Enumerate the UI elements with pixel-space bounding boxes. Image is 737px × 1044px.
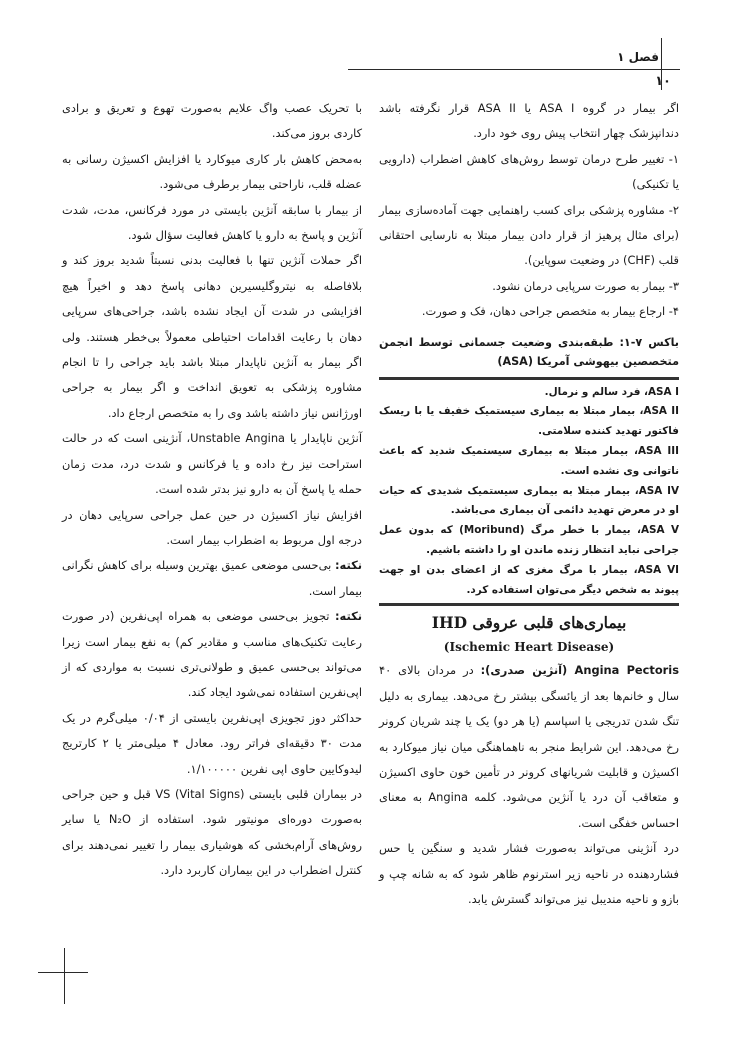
left-column xyxy=(62,96,362,884)
footer-rule xyxy=(38,972,88,973)
header-rule xyxy=(348,69,680,70)
note-label: نکته: xyxy=(334,609,362,624)
asa-item: ASA III، بیمار مبتلا به بیماری سیستمیک شدید که باعث ناتوانی وی نشده است. xyxy=(379,445,679,477)
note-text: بی‌حسی موضعی عمیق بهترین وسیله برای کاهش نگرانی بیمار است. xyxy=(62,558,362,598)
paragraph: با تحریک عصب واگ علایم به‌صورت تهوع و تعریق و برادی کاردی بروز می‌کند. xyxy=(62,101,362,141)
pain-paragraph: درد آنژینی می‌تواند به‌صورت فشار شدید و سنگین یا حس فشاردهنده در ناحیه زیر استرنوم ظاهر شود که به شانه چپ و بازو و ناحیه مندیبل نیز می‌تواند گسترش یابد. xyxy=(379,841,679,907)
asa-item: ASA VI، بیمار با مرگ مغزی که از اعضای بدن او جهت پیوند به شخص دیگر می‌توان استفاده کرد. xyxy=(379,563,680,596)
page-number: ۱۰ xyxy=(655,74,671,89)
paragraph: افزایش نیاز اکسیژن در حین عمل جراحی سرپایی دهان در درجه اول مربوط به اضطراب بیمار است. xyxy=(62,507,362,547)
paragraph: حداکثر دوز تجویزی اپی‌نفرین بایستی از ۰/۰۴ میلی‌گرم در یک مدت ۳۰ دقیقه‌ای فراتر رود. معادل ۴ میلی‌متر یا ۲ کارتریج لیدوکایین حاوی اپی نفرین ۱/۱۰۰۰۰۰. xyxy=(62,710,362,776)
asa-classification-box xyxy=(379,377,679,607)
asa-item: ASA I، فرد سالم و نرمال. xyxy=(544,385,679,398)
option-item: ۳- بیمار به صورت سرپایی درمان نشود. xyxy=(492,278,679,293)
chapter-label: فصل ۱ xyxy=(617,50,659,64)
option-item: ۴- ارجاع بیمار به متخصص جراحی دهان، فک و صورت. xyxy=(421,304,679,319)
note-paragraph xyxy=(62,604,362,706)
angina-text: در مردان بالای ۴۰ سال و خانم‌ها بعد از یائسگی بیشتر رخ می‌دهد. بیماری به دلیل تنگ شدن تدریجی یا اسپاسم (یا هر دو) یک یا چند شریان کرونر رخ می‌دهد. این شرایط منجر به ناهماهنگی میان نیاز میوکارد به اکسیژن و قابلیت شریانهای کرونر در تأمین خون حاوی اکسیژن و متعاقب آن درد یا آنژین می‌شود. کلمه Angina به معنای احساس خفگی است. xyxy=(379,663,679,830)
paragraph: آنژین ناپایدار یا Unstable Angina، آنژینی است که در حالت استراحت نیز رخ داده و یا فرکانس و شدت درد، مدت زمان حمله یا پاسخ آن به دارو نیز بدتر شده است. xyxy=(62,431,363,497)
note-text: تجویز بی‌حسی موضعی به همراه اپی‌نفرین (در صورت رعایت تکنیک‌های مناسب و مقادیر کم) به نفع بیمار است زیرا می‌تواند بی‌حسی عمیق و طولانی‌تری نسبت به مواردی که از اپی‌نفرین استفاده نمی‌شود ایجاد کند. xyxy=(62,609,362,700)
option-item: ۱- تغییر طرح درمان توسط روش‌های کاهش اضطراب (دارویی یا تکنیکی) xyxy=(379,151,679,192)
footer-divider xyxy=(64,948,65,1004)
option-item: ۲- مشاوره پزشکی برای کسب راهنمایی جهت آماده‌سازی بیمار (برای مثال پرهیز از قرار دادن بیمار مبتلا به نارسایی احتقانی قلب (CHF) در وضعیت سوپاین). xyxy=(379,202,679,268)
note-label: نکته: xyxy=(334,558,362,573)
paragraph: در بیماران قلبی بایستی VS (Vital Signs) قبل و حین جراحی به‌صورت دوره‌ای مونیتور شود. استفاده از N₂O یا سایر روش‌های آرام‌بخشی که هوشیاری بیمار را تغییر نمی‌دهند برای کنترل اضطراب در این بیماران کاربرد دارد. xyxy=(62,786,362,878)
section-subtitle: (Ischemic Heart Disease) xyxy=(443,640,615,655)
section-title: بیماری‌های قلبی عروقی IHD xyxy=(431,613,627,633)
note-paragraph xyxy=(62,553,362,604)
angina-paragraph xyxy=(379,658,679,836)
paragraph: از بیمار با سابقه آنژین بایستی در مورد فرکانس، مدت، شدت آنژین و پاسخ به دارو یا کاهش فعالیت سؤال شود. xyxy=(62,202,362,243)
asa-item: ASA II، بیمار مبتلا به بیماری سیستمیک خفیف یا با ریسک فاکتور تهدید کننده سلامتی. xyxy=(379,405,679,438)
paragraph: اگر حملات آنژین تنها با فعالیت بدنی نسبتاً شدید بروز کند و بلافاصله به نیتروگلیسیرین دهانی پاسخ دهد و اخیراً هیچ افزایشی در شدت آن ایجاد نشده باشد، جراحی‌های سرپایی دهان با رعایت اقدامات احتیاطی معمولاً بی‌خطر هستند. ولی اگر بیمار به آنژین ناپایدار مبتلا باشد باید جراحی را تا انجام مشاوره پزشکی به تعویق انداخت و اگر بیمار به جراحی اورژانس نیاز داشته باشد وی را به متخصص ارجاع داد. xyxy=(62,253,362,420)
right-column xyxy=(379,96,679,912)
intro-paragraph: اگر بیمار در گروه ASA I یا ASA II قرار نگرفته باشد دندانپزشک چهار انتخاب پیش روی خود دارد. xyxy=(379,101,679,141)
asa-item: ASA V، بیمار با خطر مرگ (Moribund) که بدون عمل جراحی نباید انتظار زنده ماندن او را داشته باشیم. xyxy=(379,524,679,557)
angina-heading: Angina Pectoris (آنژین صدری): xyxy=(480,663,679,678)
asa-item: ASA IV، بیمار مبتلا به بیماری سیستمیک شدیدی که حیات او در معرض تهدید دائمی آن بیماری می‌باشد. xyxy=(379,484,680,517)
box-title: باکس ۷-۱: طبقه‌بندی وضعیت جسمانی توسط انجمن متخصصین بیهوشی آمریکا (ASA) xyxy=(379,335,679,368)
paragraph: به‌محض کاهش بار کاری میوکارد یا افزایش اکسیژن رسانی به عضله قلب، ناراحتی بیمار برطرف می‌شود. xyxy=(62,151,362,192)
